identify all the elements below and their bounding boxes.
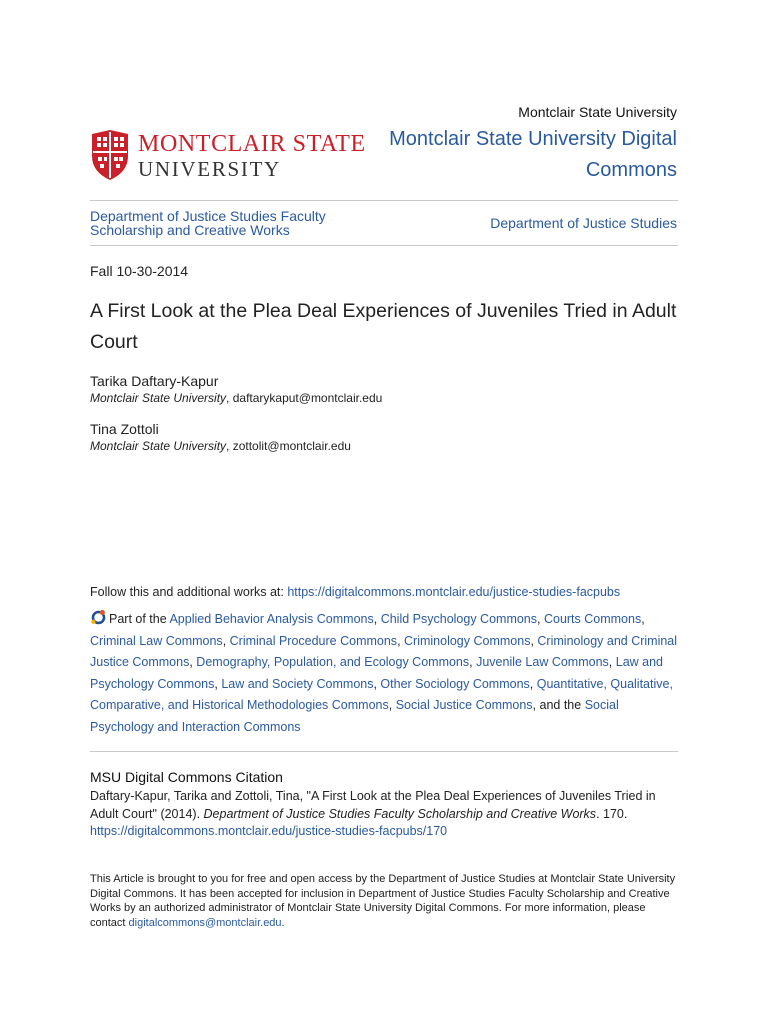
article-title: A First Look at the Plea Deal Experiences of Juveniles Tried in Adult Court <box>90 300 677 353</box>
commons-link[interactable]: Social Psychology and Interaction Commons <box>90 698 619 734</box>
commons-separator: , <box>222 633 230 648</box>
commons-link[interactable]: Juvenile Law Commons <box>476 655 609 669</box>
divider-nav <box>90 245 678 246</box>
access-statement: This Article is brought to you for free and open access by the Department of Justice Studies at Montclair State University Digital Commons. It has been accepted for inclusion in Department of Justice Studies Faculty Scholarship and Creative Works by an authorized administrator of Montclair State University Digital Commons. For more information, please contact digitalcommons@montclair.edu. <box>90 873 676 929</box>
commons-separator: , <box>189 655 197 669</box>
series-link[interactable]: Department of Justice Studies Faculty Scholarship and Creative Works <box>90 208 326 238</box>
part-of-prefix: Part of the <box>109 612 170 626</box>
commons-link[interactable]: Social Justice Commons <box>395 698 533 712</box>
commons-separator: , <box>388 698 396 712</box>
follow-line <box>90 585 620 599</box>
author-block <box>90 373 382 405</box>
commons-link[interactable]: Applied Behavior Analysis Commons <box>169 612 374 626</box>
commons-separator: , <box>608 655 616 669</box>
logo-line-1: MONTCLAIR STATE <box>138 131 366 157</box>
commons-separator: , <box>529 676 537 691</box>
divider-citation <box>90 751 678 752</box>
author-name: Tarika Daftary-Kapur <box>90 373 219 389</box>
commons-separator: , <box>641 612 645 626</box>
author-affiliation: Montclair State University, zottolit@montclair.edu <box>90 439 351 453</box>
citation-text: Daftary-Kapur, Tarika and Zottoli, Tina, "A First Look at the Plea Deal Experiences of Juveniles Tried in Adult Court" (2014). Department of Justice Studies Faculty Scholarship and Creative Works. 170. https://digitalcommons.montclair.edu/justice-studies-facpubs/170 <box>90 789 656 838</box>
follow-prefix: Follow this and additional works at: <box>90 585 288 599</box>
commons-link[interactable]: Criminal Law Commons <box>90 633 223 648</box>
commons-separator: , <box>397 633 405 648</box>
department-link[interactable]: Department of Justice Studies <box>490 215 677 231</box>
commons-link[interactable]: Criminology and Criminal Justice Commons <box>90 633 678 669</box>
bepress-share-icon <box>90 609 107 626</box>
commons-separator: , <box>373 612 381 626</box>
commons-separator: , and the <box>532 698 585 712</box>
divider-top <box>90 200 678 201</box>
commons-link[interactable]: Law and Psychology Commons <box>90 655 664 691</box>
commons-separator: , <box>469 655 477 669</box>
part-of-commons <box>90 609 682 738</box>
author-block <box>90 421 351 453</box>
commons-link[interactable]: Other Sociology Commons <box>380 676 530 691</box>
institution-name: Montclair State University <box>518 104 677 120</box>
author-affiliation: Montclair State University, daftarykaput@montclair.edu <box>90 391 383 405</box>
montclair-shield-logo-icon <box>90 130 130 180</box>
commons-separator: , <box>537 612 544 626</box>
commons-link[interactable]: Demography, Population, and Ecology Commons <box>196 655 470 669</box>
commons-link[interactable]: Criminal Procedure Commons <box>229 633 398 648</box>
repository-link[interactable]: Montclair State University Digital Commons <box>389 128 677 181</box>
commons-link[interactable]: Quantitative, Qualitative, Comparative, and Historical Methodologies Commons <box>90 676 673 712</box>
contact-email-link[interactable]: digitalcommons@montclair.edu <box>128 916 282 929</box>
logo-line-2: UNIVERSITY <box>138 157 281 181</box>
commons-separator: , <box>214 676 222 691</box>
author-name: Tina Zottoli <box>90 421 159 437</box>
commons-link[interactable]: Child Psychology Commons <box>380 612 538 626</box>
commons-separator: , <box>530 633 538 648</box>
university-logo[interactable] <box>90 130 365 182</box>
commons-link[interactable]: Law and Society Commons <box>221 676 374 691</box>
citation-url-link[interactable]: https://digitalcommons.montclair.edu/justice-studies-facpubs/170 <box>90 824 448 838</box>
publication-date: Fall 10-30-2014 <box>90 263 189 279</box>
follow-url-link[interactable]: https://digitalcommons.montclair.edu/justice-studies-facpubs <box>287 585 621 599</box>
commons-link[interactable]: Courts Commons <box>543 612 642 626</box>
commons-link[interactable]: Criminology Commons <box>404 633 531 648</box>
citation-heading: MSU Digital Commons Citation <box>90 769 283 785</box>
commons-separator: , <box>373 676 381 691</box>
